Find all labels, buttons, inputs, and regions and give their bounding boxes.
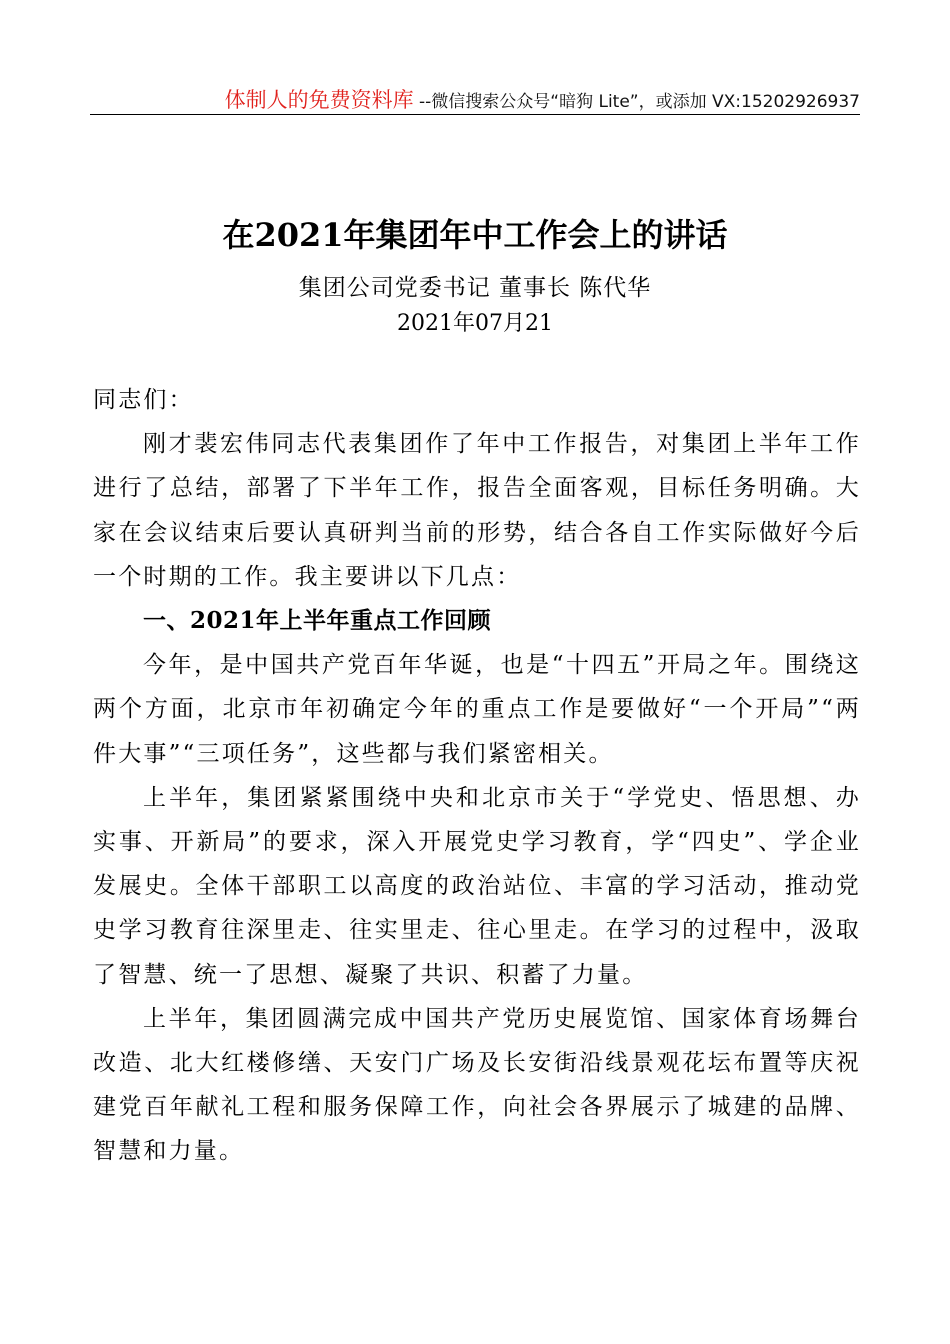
salutation: 同志们： xyxy=(93,387,194,413)
paragraph: 上半年，集团圆满完成中国共产党历史展览馆、国家体育场舞台改造、北大红楼修缮、天安门广场及长安街沿线景观花坛布置等庆祝建党百年献礼工程和服务保障工作，向社会各界展示了城建的品牌、智慧和力量。 xyxy=(93,1005,861,1165)
document-date: 2021年07月21 xyxy=(397,311,553,336)
document-title: 在2021年集团年中工作会上的讲话 xyxy=(222,216,728,254)
document-byline: 集团公司党委书记 董事长 陈代华 xyxy=(298,275,652,301)
header-contact: --微信搜索公众号“暗狗 Lite”，或添加 VX:15202926937 xyxy=(413,92,860,112)
section-heading: 一、2021年上半年重点工作回顾 xyxy=(143,607,492,635)
paragraph: 上半年，集团紧紧围绕中央和北京市关于“学党史、悟思想、办实事、开新局”的要求，深入开展党史学习教育，学“四史”、学企业发展史。全体干部职工以高度的政治站位、丰富的学习活动，推动党史学习教育往深里走、往实里走、往心里走。在学习的过程中，汲取了智慧、统一了思想、凝聚了共识、积蓄了力量。 xyxy=(93,784,861,988)
paragraph: 刚才裴宏伟同志代表集团作了年中工作报告，对集团上半年工作进行了总结，部署了下半年工作，报告全面客观，目标任务明确。大家在会议结束后要认真研判当前的形势，结合各自工作实际做好今后一个时期的工作。我主要讲以下几点： xyxy=(93,431,861,590)
document-body xyxy=(93,378,861,1174)
header-divider xyxy=(90,114,860,115)
paragraph: 今年，是中国共产党百年华诞，也是“十四五”开局之年。围绕这两个方面，北京市年初确定今年的重点工作是要做好“一个开局”“两件大事”“三项任务”，这些都与我们紧密相关。 xyxy=(93,652,861,767)
page-header xyxy=(90,84,860,114)
header-brand: 体制人的免费资料库 xyxy=(224,88,414,112)
